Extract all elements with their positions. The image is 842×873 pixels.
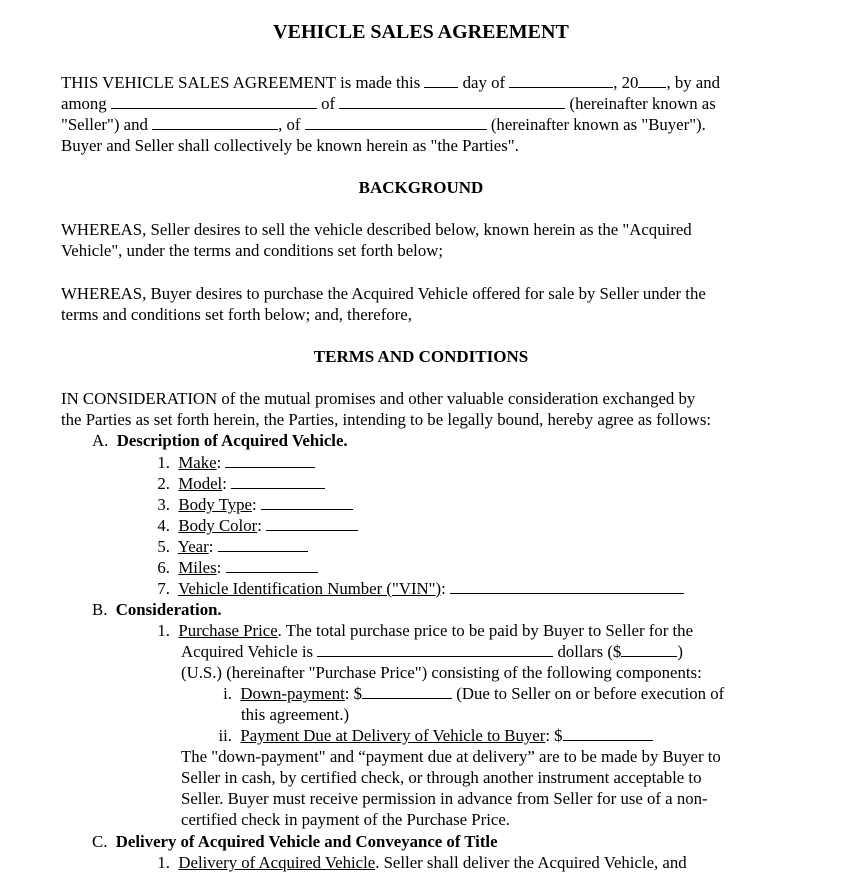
- payment-terms-line-3: Seller. Buyer must receive permission in advance from Seller for use of a non-: [181, 789, 708, 808]
- intro-line-3: "Seller") and , of (hereinafter known as "Buyer").: [61, 115, 706, 134]
- intro-line-2: among of (hereinafter known as: [61, 94, 716, 113]
- intro-line-4: Buyer and Seller shall collectively be known herein as "the Parties".: [61, 136, 519, 155]
- whereas-2-line-2: terms and conditions set forth below; and, therefore,: [61, 305, 412, 324]
- list-item: 6. Miles:: [152, 557, 318, 578]
- background-heading: BACKGROUND: [358, 178, 484, 197]
- list-item: 7. Vehicle Identification Number ("VIN"):: [152, 578, 684, 599]
- buyer-name-blank[interactable]: [152, 114, 278, 130]
- payment-due-blank[interactable]: [563, 725, 653, 741]
- delivery-line-1: 1. Delivery of Acquired Vehicle. Seller shall deliver the Acquired Vehicle, and: [157, 853, 687, 872]
- terms-heading: TERMS AND CONDITIONS: [313, 347, 529, 366]
- section-c-heading: C. Delivery of Acquired Vehicle and Conveyance of Title: [92, 832, 498, 851]
- down-payment-line-2: this agreement.): [241, 705, 350, 724]
- purchase-price-line-3: (U.S.) (hereinafter "Purchase Price") consisting of the following components:: [181, 663, 702, 682]
- section-b-heading: B. Consideration.: [92, 600, 222, 619]
- make-blank[interactable]: [225, 452, 315, 468]
- month-blank[interactable]: [509, 72, 613, 88]
- terms-line-2: the Parties as set forth herein, the Parties, intending to be legally bound, hereby agree as follows:: [61, 410, 712, 429]
- document-title: VEHICLE SALES AGREEMENT: [273, 21, 569, 43]
- body-color-blank[interactable]: [266, 515, 358, 531]
- whereas-1-line-2: Vehicle", under the terms and conditions set forth below;: [61, 241, 444, 260]
- payment-due-line: ii. Payment Due at Delivery of Vehicle to Buyer: $: [212, 725, 653, 746]
- day-blank[interactable]: [424, 72, 458, 88]
- buyer-address-blank[interactable]: [305, 114, 487, 130]
- seller-name-blank[interactable]: [111, 93, 317, 109]
- seller-address-blank[interactable]: [339, 93, 565, 109]
- list-item: 4. Body Color:: [152, 515, 358, 536]
- model-blank[interactable]: [231, 473, 325, 489]
- intro-line-1: THIS VEHICLE SALES AGREEMENT is made this day of , 20 , by and: [61, 73, 721, 92]
- purchase-price-line-1: 1. Purchase Price. The total purchase price to be paid by Buyer to Seller for the: [157, 621, 694, 640]
- whereas-2-line-1: WHEREAS, Buyer desires to purchase the Acquired Vehicle offered for sale by Seller under the: [61, 284, 706, 303]
- down-payment-line-1: i. Down-payment: $ (Due to Seller on or before execution of: [223, 684, 725, 703]
- payment-terms-line-4: certified check in payment of the Purchase Price.: [181, 810, 510, 829]
- purchase-price-amount-blank[interactable]: [621, 641, 677, 657]
- payment-terms-line-2: Seller in cash, by certified check, or through another instrument acceptable to: [181, 768, 702, 787]
- list-item: 1. Make:: [152, 452, 315, 473]
- list-item: 3. Body Type:: [152, 494, 353, 515]
- year-field-blank[interactable]: [218, 536, 308, 552]
- vin-blank[interactable]: [450, 578, 684, 594]
- purchase-price-line-2: Acquired Vehicle is dollars ($ ): [181, 642, 683, 661]
- year-blank[interactable]: [638, 72, 666, 88]
- terms-line-1: IN CONSIDERATION of the mutual promises and other valuable consideration exchanged by: [61, 389, 696, 408]
- whereas-1-line-1: WHEREAS, Seller desires to sell the vehicle described below, known herein as the "Acquired: [61, 220, 692, 239]
- list-item: 5. Year:: [152, 536, 308, 557]
- down-payment-blank[interactable]: [362, 683, 452, 699]
- purchase-price-words-blank[interactable]: [317, 641, 553, 657]
- section-a-heading: A. Description of Acquired Vehicle.: [92, 431, 348, 450]
- body-type-blank[interactable]: [261, 494, 353, 510]
- payment-terms-line-1: The "down-payment" and “payment due at delivery” are to be made by Buyer to: [181, 747, 721, 766]
- list-item: 2. Model:: [152, 473, 325, 494]
- miles-blank[interactable]: [226, 557, 318, 573]
